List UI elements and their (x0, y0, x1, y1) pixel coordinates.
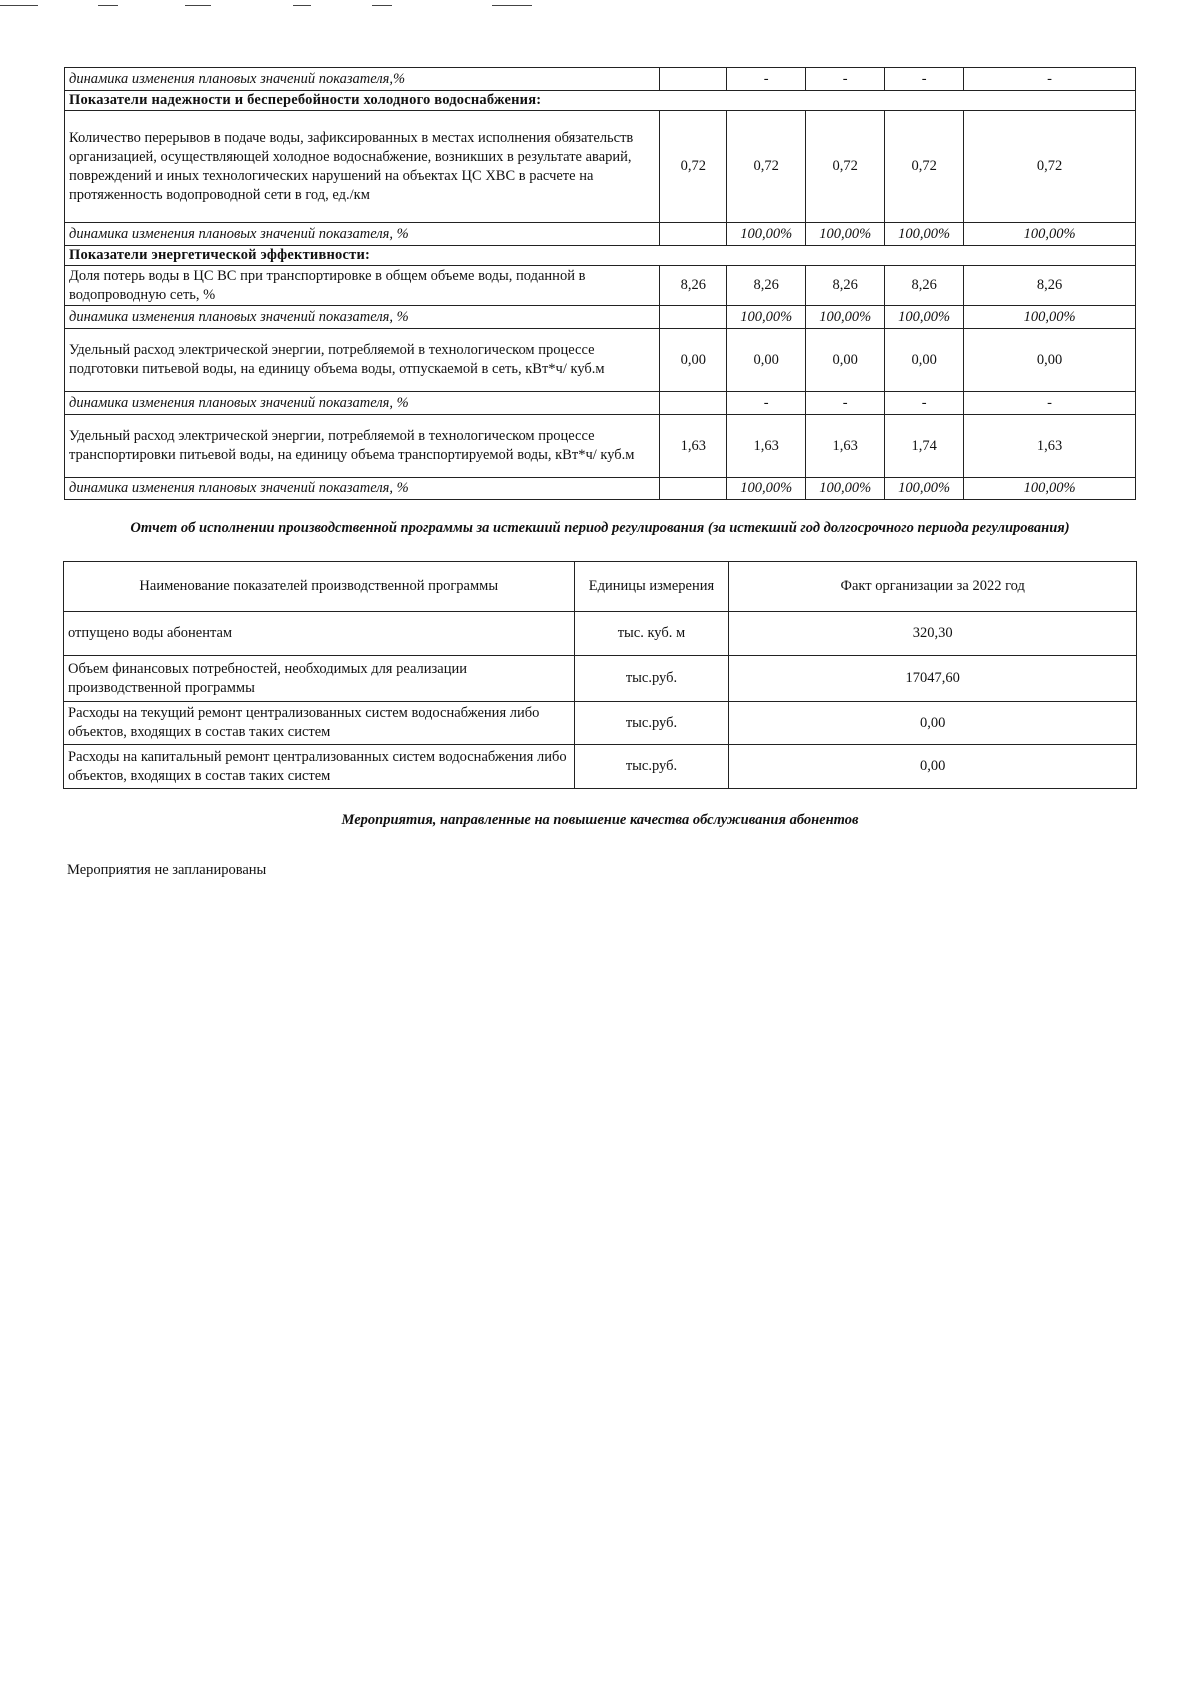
value-cell: 0,00 (660, 329, 727, 392)
value-cell: 0,00 (964, 329, 1136, 392)
section-title: Показатели энергетической эффективности: (65, 246, 1136, 266)
value-cell: 100,00% (727, 478, 806, 500)
dynamics-label: динамика изменения плановых значений показателя, % (65, 478, 660, 500)
dynamics-label: динамика изменения плановых значений показателя, % (65, 306, 660, 329)
report-unit-cell: тыс.руб. (574, 702, 729, 745)
value-cell: - (806, 392, 885, 415)
value-cell: 8,26 (806, 266, 885, 306)
dynamics-row (65, 306, 1136, 329)
section-row (65, 91, 1136, 111)
report-unit-cell: тыс.руб. (574, 656, 729, 702)
value-cell: 1,74 (885, 415, 964, 478)
dynamics-row (65, 478, 1136, 500)
value-cell: 100,00% (964, 478, 1136, 500)
value-cell: 0,72 (727, 111, 806, 223)
report-table-body (64, 612, 1137, 789)
dynamics-row (65, 68, 1136, 91)
value-cell: 100,00% (885, 223, 964, 246)
report-name-cell: Расходы на текущий ремонт централизованных систем водоснабжения либо объектов, входящих в состав таких систем (64, 702, 575, 745)
report-name-cell: Объем финансовых потребностей, необходимых для реализации производственной программы (64, 656, 575, 702)
dynamics-row (65, 392, 1136, 415)
value-cell: 0,00 (885, 329, 964, 392)
report-row (64, 656, 1137, 702)
value-cell: 100,00% (964, 306, 1136, 329)
value-cell: 100,00% (727, 306, 806, 329)
value-cell (660, 478, 727, 500)
value-cell: 0,72 (806, 111, 885, 223)
value-cell: 8,26 (727, 266, 806, 306)
scan-artifact (492, 5, 532, 6)
report-row (64, 745, 1137, 789)
value-cell: 1,63 (727, 415, 806, 478)
header-indicator-name: Наименование показателей производственной программы (64, 562, 575, 612)
indicator-label: Количество перерывов в подаче воды, зафиксированных в местах исполнения обязательств организацией, осуществляющей холодное водоснабжение, возникших в результате аварий, повреждений и иных технологических нарушений на объектах ЦС ХВС в расчете на протяженность водопроводной сети в год, ед./км (65, 111, 660, 223)
value-cell: - (964, 392, 1136, 415)
report-header-row (64, 562, 1137, 612)
value-cell: 100,00% (806, 306, 885, 329)
value-cell: 1,63 (964, 415, 1136, 478)
scan-artifact (0, 5, 38, 6)
dynamics-label: динамика изменения плановых значений показателя, % (65, 223, 660, 246)
report-fact-cell: 320,30 (729, 612, 1137, 656)
value-cell: - (964, 68, 1136, 91)
measures-text: Мероприятия не запланированы (67, 862, 267, 878)
report-row (64, 702, 1137, 745)
scan-artifact (293, 5, 311, 6)
value-cell: 1,63 (806, 415, 885, 478)
scan-artifact (185, 5, 211, 6)
dynamics-row (65, 223, 1136, 246)
value-cell: 100,00% (806, 223, 885, 246)
header-units: Единицы измерения (574, 562, 729, 612)
value-cell (660, 223, 727, 246)
value-cell: 8,26 (964, 266, 1136, 306)
measures-title: Мероприятия, направленные на повышение качества обслуживания абонентов (341, 812, 859, 828)
value-cell: - (885, 68, 964, 91)
value-cell: 100,00% (885, 306, 964, 329)
indicators-table (64, 67, 1136, 500)
value-cell: 0,00 (806, 329, 885, 392)
report-row (64, 612, 1137, 656)
value-cell: 100,00% (806, 478, 885, 500)
report-unit-cell: тыс. куб. м (574, 612, 729, 656)
value-cell: - (727, 68, 806, 91)
value-cell: 1,63 (660, 415, 727, 478)
value-cell (660, 306, 727, 329)
scan-artifact (98, 5, 118, 6)
report-title: Отчет об исполнении производственной программы за истекший период регулирования (за истекший год долгосрочного периода регулирования) (130, 520, 1070, 536)
value-cell (660, 68, 727, 91)
indicator-label: Доля потерь воды в ЦС ВС при транспортировке в общем объеме воды, поданной в водопроводную сеть, % (65, 266, 660, 306)
report-name-cell: Расходы на капитальный ремонт централизованных систем водоснабжения либо объектов, входящих в состав таких систем (64, 745, 575, 789)
section-title: Показатели надежности и бесперебойности холодного водоснабжения: (65, 91, 1136, 111)
report-table (63, 561, 1137, 789)
indicator-label: Удельный расход электрической энергии, потребляемой в технологическом процессе транспортировки питьевой воды, на единицу объема транспортируемой воды, кВт*ч/ куб.м (65, 415, 660, 478)
value-cell: 0,00 (727, 329, 806, 392)
report-fact-cell: 0,00 (729, 702, 1137, 745)
report-name-cell: отпущено воды абонентам (64, 612, 575, 656)
value-cell: - (727, 392, 806, 415)
value-cell: 100,00% (727, 223, 806, 246)
value-cell: 0,72 (964, 111, 1136, 223)
value-cell: 8,26 (660, 266, 727, 306)
section-row (65, 246, 1136, 266)
value-cell: - (885, 392, 964, 415)
dynamics-label: динамика изменения плановых значений показателя, % (65, 392, 660, 415)
indicators-table-body (65, 68, 1136, 500)
report-fact-cell: 17047,60 (729, 656, 1137, 702)
value-cell: 0,72 (660, 111, 727, 223)
value-cell: 0,72 (885, 111, 964, 223)
report-unit-cell: тыс.руб. (574, 745, 729, 789)
indicator-row (65, 415, 1136, 478)
indicator-row (65, 266, 1136, 306)
value-cell: 8,26 (885, 266, 964, 306)
value-cell: 100,00% (964, 223, 1136, 246)
indicator-row (65, 111, 1136, 223)
header-fact: Факт организации за 2022 год (729, 562, 1137, 612)
value-cell: 100,00% (885, 478, 964, 500)
dynamics-label: динамика изменения плановых значений показателя,% (65, 68, 660, 91)
indicator-label: Удельный расход электрической энергии, потребляемой в технологическом процессе подготовки питьевой воды, на единицу объема воды, отпускаемой в сеть, кВт*ч/ куб.м (65, 329, 660, 392)
report-fact-cell: 0,00 (729, 745, 1137, 789)
value-cell: - (806, 68, 885, 91)
scan-artifact (372, 5, 392, 6)
indicator-row (65, 329, 1136, 392)
value-cell (660, 392, 727, 415)
